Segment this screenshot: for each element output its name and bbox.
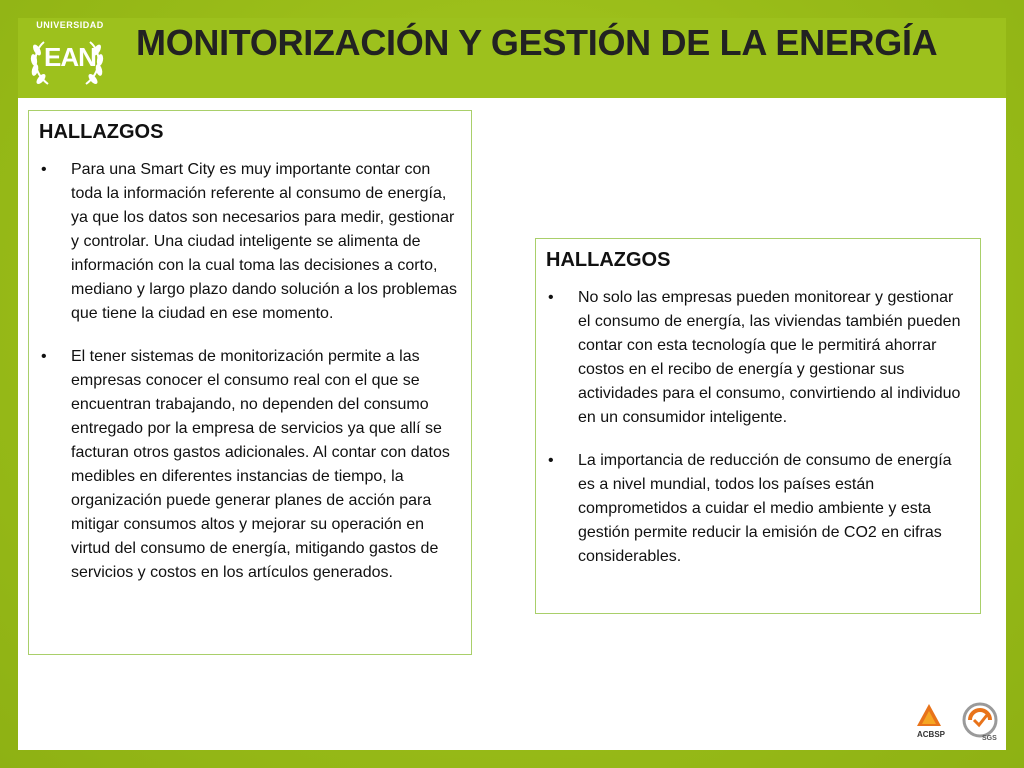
bullet-icon: • xyxy=(41,348,47,365)
list-item xyxy=(546,449,970,569)
university-logo xyxy=(22,18,112,96)
acbsp-badge xyxy=(911,702,947,746)
findings-list xyxy=(546,286,970,569)
page-title: MONITORIZACIÓN Y GESTIÓN DE LA ENERGÍA xyxy=(136,22,938,63)
findings-box-right xyxy=(535,238,981,614)
findings-heading: HALLAZGOS xyxy=(546,249,671,271)
list-item xyxy=(546,286,970,430)
list-item-text: No solo las empresas pueden monitorear y gestionar el consumo de energía, las viviendas también pueden contar con esta tecnología que le permitirá ahorrar costos en el recibo de energía y gestionar sus actividades para el consumo, convirtiendo al individuo en un consumidor inteligente. xyxy=(578,289,961,426)
list-item xyxy=(39,158,461,326)
bullet-icon: • xyxy=(41,161,47,178)
sgs-label: SGS xyxy=(982,735,997,742)
findings-list xyxy=(39,158,461,585)
logo-main-text: EAN xyxy=(44,42,96,72)
sgs-badge xyxy=(960,702,1000,746)
accreditation-badges xyxy=(905,700,1005,748)
list-item-text: La importancia de reducción de consumo de energía es a nivel mundial, todos los países están comprometidos a cuidar el medio ambiente y esta gestión permite reducir la emisión de CO2 en cifras considerables. xyxy=(578,452,952,565)
findings-box-left xyxy=(28,110,472,655)
list-item-text: Para una Smart City es muy importante contar con toda la información referente al consumo de energía, ya que los datos son necesarios para medir, gestionar y controlar. Una ciudad inteligente se alimenta de información con la cual toma las decisiones a corto, mediano y largo plazo dando solución a los problemas que tiene la ciudad en ese momento. xyxy=(71,161,458,322)
list-item-text: El tener sistemas de monitorización permite a las empresas conocer el consumo real con el que se encuentran trabajando, no dependen del consumo entregado por la empresa de servicios ya que allí se facturan otros gastos adicionales. Al contar con datos medibles en diferentes instancias de tiempo, la organización puede generar planes de acción para mitigar consumos altos y mejorar su operación en virtud del consumo de energía, mitigando gastos de servicios y costos en los artículos generados. xyxy=(71,348,450,581)
bullet-icon: • xyxy=(548,289,554,306)
findings-heading: HALLAZGOS xyxy=(39,121,164,143)
acbsp-label: ACBSP xyxy=(916,730,945,739)
bullet-icon: • xyxy=(548,452,554,469)
acbsp-flame-icon xyxy=(911,702,947,730)
logo-top-text: UNIVERSIDAD xyxy=(36,20,104,30)
list-item xyxy=(39,345,461,585)
